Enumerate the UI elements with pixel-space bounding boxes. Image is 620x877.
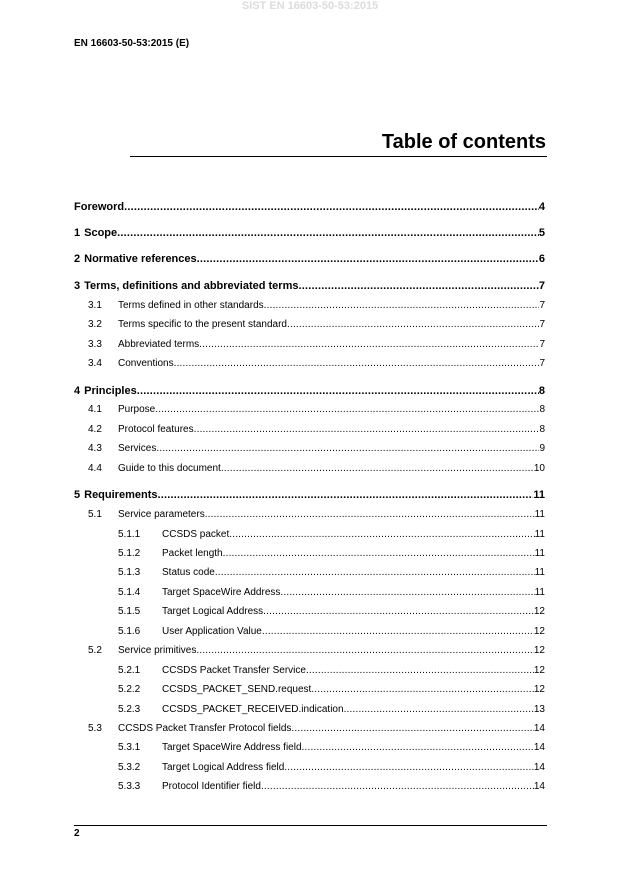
toc-leader-dots xyxy=(196,645,534,657)
toc-entry-number: 5 xyxy=(74,489,81,501)
toc-entry-number: 5.2.1 xyxy=(118,665,141,676)
toc-leader-dots xyxy=(223,548,535,560)
toc-entry[interactable] xyxy=(118,684,545,696)
toc-entry[interactable] xyxy=(118,742,545,754)
toc-entry-number: 2 xyxy=(74,253,81,265)
toc-entry-page: 7 xyxy=(539,319,545,330)
toc-entry-number: 5.1.6 xyxy=(118,626,141,637)
toc-entry[interactable] xyxy=(118,781,545,793)
toc-entry-page: 7 xyxy=(539,300,545,311)
toc-entry-number: 4.4 xyxy=(88,463,102,474)
toc-entry-page: 8 xyxy=(538,385,545,397)
toc-entry-page: 9 xyxy=(539,443,545,454)
toc-entry-page: 10 xyxy=(533,463,545,474)
toc-entry[interactable] xyxy=(118,665,545,677)
toc-entry-text: Service parameters xyxy=(118,509,205,520)
toc-entry-number: 4.2 xyxy=(88,424,102,435)
toc-entry-text: Terms defined in other standards xyxy=(118,300,264,311)
toc-leader-dots xyxy=(306,665,534,677)
toc-leader-dots xyxy=(124,201,539,213)
toc-leader-dots xyxy=(280,587,534,599)
toc-entry-number: 4.3 xyxy=(88,443,102,454)
toc-entry-text: Conventions xyxy=(118,358,174,369)
toc-entry-number: 5.2 xyxy=(88,645,102,656)
page-number: 2 xyxy=(74,828,80,839)
toc-entry-text: Protocol features xyxy=(118,424,194,435)
toc-entry[interactable] xyxy=(88,509,545,521)
toc-leader-dots xyxy=(221,463,534,475)
toc-entry-number: 1 xyxy=(74,227,81,239)
toc-leader-dots xyxy=(298,280,538,292)
toc-entry-number: 3.2 xyxy=(88,319,102,330)
toc-entry-page: 8 xyxy=(539,424,545,435)
toc-entry-text: Target SpaceWire Address field xyxy=(162,742,302,753)
toc-entry-page: 14 xyxy=(533,742,545,753)
toc-entry-number: 5.1.1 xyxy=(118,529,141,540)
toc-entry-number: 4.1 xyxy=(88,404,102,415)
toc-entry-page: 11 xyxy=(534,509,545,520)
toc-entry-page: 14 xyxy=(533,762,545,773)
toc-entry-number: 3.4 xyxy=(88,358,102,369)
toc-entry-number: 3.3 xyxy=(88,339,102,350)
toc-entry-text: Packet length xyxy=(162,548,223,559)
toc-entry-page: 4 xyxy=(538,201,545,213)
toc-entry-number: 5.3.1 xyxy=(118,742,141,753)
toc-entry[interactable] xyxy=(118,587,545,599)
toc-entry-number: 5.1.2 xyxy=(118,548,141,559)
toc-entry-number: 4 xyxy=(74,385,81,397)
toc-leader-dots xyxy=(157,489,533,501)
footer-rule xyxy=(74,825,547,826)
toc-entry-page: 7 xyxy=(538,280,545,292)
toc-leader-dots xyxy=(264,300,540,312)
toc-entry-page: 8 xyxy=(539,404,545,415)
toc-leader-dots xyxy=(156,443,539,455)
toc-entry-text: Normative references xyxy=(84,253,197,265)
toc-entry-page: 6 xyxy=(538,253,545,265)
toc-entry[interactable] xyxy=(88,723,545,735)
toc-entry[interactable] xyxy=(88,463,545,475)
toc-entry[interactable] xyxy=(74,280,545,292)
toc-entry-number: 3 xyxy=(74,280,81,292)
toc-entry[interactable] xyxy=(74,201,545,213)
toc-entry-number: 5.1.4 xyxy=(118,587,141,598)
toc-entry[interactable] xyxy=(88,443,545,455)
toc-leader-dots xyxy=(287,319,539,331)
toc-entry-text: Terms, definitions and abbreviated terms xyxy=(84,280,299,292)
toc-leader-dots xyxy=(344,704,534,716)
toc-entry-text: Abbreviated terms xyxy=(118,339,200,350)
toc-entry-number: 5.1 xyxy=(88,509,102,520)
toc-entry[interactable] xyxy=(74,385,545,397)
toc-entry-number: 5.2.3 xyxy=(118,704,141,715)
toc-leader-dots xyxy=(137,385,539,397)
toc-entry-text: CCSDS_PACKET_RECEIVED.indication xyxy=(162,704,344,715)
toc-entry-number: 3.1 xyxy=(88,300,102,311)
toc-entry[interactable] xyxy=(118,704,545,716)
toc-entry-text: Foreword xyxy=(74,201,125,213)
toc-entry-page: 11 xyxy=(534,587,545,598)
toc-leader-dots xyxy=(205,509,535,521)
toc-leader-dots xyxy=(311,684,534,696)
toc-leader-dots xyxy=(199,339,539,351)
toc-leader-dots xyxy=(263,606,534,618)
toc-entry[interactable] xyxy=(88,300,545,312)
toc-entry[interactable] xyxy=(118,606,545,618)
toc-entry-number: 5.3 xyxy=(88,723,102,734)
toc-entry-number: 5.3.2 xyxy=(118,762,141,773)
toc-entry-number: 5.3.3 xyxy=(118,781,141,792)
toc-entry-text: Guide to this document xyxy=(118,463,221,474)
toc-entry-text: CCSDS Packet Transfer Service xyxy=(162,665,306,676)
toc-entry-text: Requirements xyxy=(84,489,158,501)
title-rule xyxy=(130,156,547,157)
toc-entry-text: Services xyxy=(118,443,157,454)
toc-entry-text: CCSDS packet xyxy=(162,529,230,540)
toc-entry[interactable] xyxy=(88,424,545,436)
toc-leader-dots xyxy=(117,227,539,239)
toc-entry-text: CCSDS Packet Transfer Protocol fields xyxy=(118,723,292,734)
toc-title: Table of contents xyxy=(381,131,546,153)
toc-entry-page: 11 xyxy=(533,489,545,501)
toc-entry-page: 14 xyxy=(533,781,545,792)
toc-entry-text: Scope xyxy=(84,227,118,239)
toc-entry-page: 12 xyxy=(533,645,545,656)
toc-entry-number: 5.1.5 xyxy=(118,606,141,617)
toc-leader-dots xyxy=(229,529,534,541)
toc-leader-dots xyxy=(174,358,540,370)
toc-entry-page: 12 xyxy=(533,684,545,695)
toc-entry[interactable] xyxy=(118,548,545,560)
toc-entry[interactable] xyxy=(118,529,545,541)
document-id: EN 16603-50-53:2015 (E) xyxy=(74,38,190,49)
toc-entry-text: Terms specific to the present standard xyxy=(118,319,287,330)
toc-entry-page: 14 xyxy=(533,723,545,734)
toc-entry-page: 11 xyxy=(534,548,545,559)
toc-entry-text: Target Logical Address xyxy=(162,606,264,617)
toc-entry[interactable] xyxy=(88,339,545,351)
toc-entry-page: 13 xyxy=(533,704,545,715)
toc-entry-text: Target SpaceWire Address xyxy=(162,587,281,598)
toc-leader-dots xyxy=(197,253,539,265)
toc-entry-text: Purpose xyxy=(118,404,156,415)
toc-entry-number: 5.2.2 xyxy=(118,684,141,695)
toc-entry[interactable] xyxy=(88,404,545,416)
toc-entry-page: 7 xyxy=(539,339,545,350)
toc-entry[interactable] xyxy=(74,227,545,239)
toc-leader-dots xyxy=(284,762,534,774)
toc-entry-text: Status code xyxy=(162,567,215,578)
toc-leader-dots xyxy=(262,626,534,638)
toc-entry[interactable] xyxy=(88,645,545,657)
watermark: SIST EN 16603-50-53:2015 xyxy=(241,0,379,12)
toc-entry[interactable] xyxy=(88,358,545,370)
toc-entry-page: 11 xyxy=(534,529,545,540)
toc-entry-text: Principles xyxy=(84,385,137,397)
toc-entry-text: Protocol Identifier field xyxy=(162,781,261,792)
toc-leader-dots xyxy=(215,567,535,579)
toc-entry[interactable] xyxy=(118,626,545,638)
toc-entry-page: 12 xyxy=(533,665,545,676)
toc-leader-dots xyxy=(194,424,540,436)
toc-leader-dots xyxy=(155,404,539,416)
toc-entry[interactable] xyxy=(118,567,545,579)
toc-entry[interactable] xyxy=(88,319,545,331)
toc-leader-dots xyxy=(261,781,534,793)
toc-entry[interactable] xyxy=(74,253,545,265)
toc-entry-page: 5 xyxy=(538,227,545,239)
toc-entry-page: 12 xyxy=(533,626,545,637)
toc-entry-number: 5.1.3 xyxy=(118,567,141,578)
toc-leader-dots xyxy=(291,723,533,735)
toc-entry-text: User Application Value xyxy=(162,626,262,637)
toc-entry-page: 11 xyxy=(534,567,545,578)
toc-entry-page: 12 xyxy=(533,606,545,617)
toc-entry[interactable] xyxy=(74,489,545,501)
toc-leader-dots xyxy=(302,742,534,754)
toc-entry[interactable] xyxy=(118,762,545,774)
toc-entry-text: Target Logical Address field xyxy=(162,762,285,773)
toc-entry-page: 7 xyxy=(539,358,545,369)
toc-entry-text: Service primitives xyxy=(118,645,197,656)
toc-entry-text: CCSDS_PACKET_SEND.request xyxy=(162,684,312,695)
